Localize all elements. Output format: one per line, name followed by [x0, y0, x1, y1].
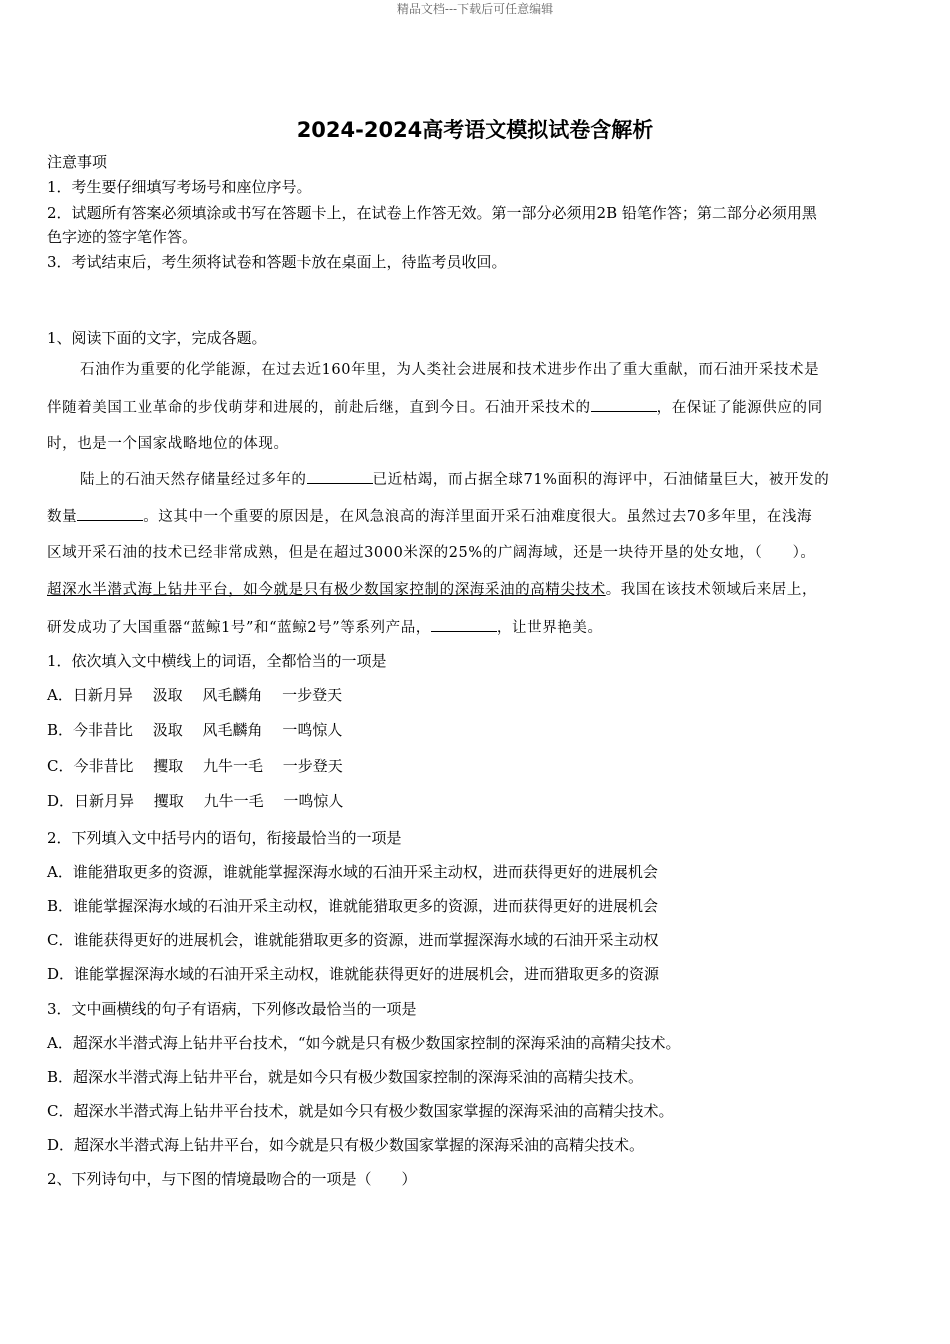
notice-item: 色字迹的签字笔作答。: [47, 228, 198, 246]
blank-line: [307, 469, 373, 484]
option: A．谁能猎取更多的资源，谁就能掌握深海水域的石油开采主动权，进而获得更好的进展机会: [47, 863, 658, 881]
page-title: 2024-2024高考语文模拟试卷含解析: [296, 118, 654, 142]
passage-text: 伴随着美国工业革命的步伐萌芽和进展的，前赴后继，直到今日。石油开采技术的: [47, 400, 591, 416]
passage-text: 研发成功了大国重器“蓝鲸1号”和“蓝鲸2号”等系列产品，: [47, 620, 431, 636]
underlined-sentence: 超深水半潜式海上钻井平台，如今就是只有极少数国家控制的深海采油的高精尖技术: [47, 582, 606, 598]
option: B．超深水半潜式海上钻井平台，就是如今只有极少数国家控制的深海采油的高精尖技术。: [47, 1068, 644, 1086]
passage-text: ，在保证了能源供应的同: [656, 400, 823, 416]
passage-text: 数量: [47, 509, 78, 525]
passage-line: [47, 580, 817, 600]
passage-text: 。这其中一个重要的原因是，在风急浪高的海洋里面开采石油难度很大。虽然过去70多年里，在浅海: [143, 509, 813, 525]
notice-item: 3．考试结束后，考生须将试卷和答题卡放在桌面上，待监考员收回。: [47, 253, 507, 271]
option: D．超深水半潜式海上钻井平台，如今就是只有极少数国家掌握的深海采油的高精尖技术。: [47, 1136, 645, 1154]
option: A．超深水半潜式海上钻井平台技术，“如今就是只有极少数国家控制的深海采油的高精尖技术。: [47, 1034, 681, 1052]
passage-line: 区域开采石油的技术已经非常成熟，但是在超过3000米深的25%的广阔海域，还是一块待开垦的处女地，（ ）。: [47, 545, 816, 561]
passage-text: 陆上的石油天然存储量经过多年的: [80, 472, 307, 488]
blank-line: [431, 617, 497, 632]
option: D．谁能掌握深海水域的石油开采主动权，谁就能获得更好的进展机会，进而猎取更多的资源: [47, 965, 660, 983]
section2-heading: 2、下列诗句中，与下图的情境最吻合的一项是（ ）: [47, 1170, 417, 1188]
option: B．谁能掌握深海水域的石油开采主动权，谁就能猎取更多的资源，进而获得更好的进展机会: [47, 897, 659, 915]
passage-text: ，让世界艳美。: [496, 620, 603, 636]
notice-item: 1．考生要仔细填写考场号和座位序号。: [47, 178, 312, 196]
passage-line: [80, 469, 829, 490]
passage-line: [47, 506, 812, 527]
question-stem: 1．依次填入文中横线上的词语，全都恰当的一项是: [47, 652, 387, 670]
option: C．今非昔比 攫取 九牛一毛 一步登天: [47, 757, 343, 775]
blank-line: [591, 397, 657, 412]
option: B．今非昔比 汲取 风毛麟角 一鸣惊人: [47, 721, 343, 739]
notice-item: 2．试题所有答案必须填涂或书写在答题卡上，在试卷上作答无效。第一部分必须用2B 铅笔作答；第二部分必须用黑: [47, 204, 817, 222]
option: D．日新月异 攫取 九牛一毛 一鸣惊人: [47, 792, 344, 810]
passage-line: 时，也是一个国家战略地位的体现。: [47, 436, 289, 452]
blank-line: [77, 506, 143, 521]
passage-line: [47, 397, 823, 418]
passage-line: [47, 617, 603, 638]
header-note: 精品文档---下载后可任意编辑: [396, 2, 554, 16]
option: C．超深水半潜式海上钻井平台技术，就是如今只有极少数国家掌握的深海采油的高精尖技术。: [47, 1102, 674, 1120]
passage-text: 。我国在该技术领域后来居上，: [605, 582, 818, 598]
option: A．日新月异 汲取 风毛麟角 一步登天: [47, 686, 343, 704]
option: C．谁能获得更好的进展机会，谁就能猎取更多的资源，进而掌握深海水域的石油开采主动权: [47, 931, 659, 949]
passage-text: 已近枯竭，而占据全球71%面积的海评中，石油储量巨大，被开发的: [372, 472, 830, 488]
question-stem: 2．下列填入文中括号内的语句，衔接最恰当的一项是: [47, 829, 402, 847]
notice-heading: 注意事项: [47, 153, 108, 171]
passage-line: 石油作为重要的化学能源，在过去近160年里，为人类社会进展和技术进步作出了重大重献，而石油开采技术是: [80, 362, 820, 378]
section1-heading: 1、阅读下面的文字，完成各题。: [47, 329, 267, 347]
question-stem: 3．文中画横线的句子有语病，下列修改最恰当的一项是: [47, 1000, 417, 1018]
